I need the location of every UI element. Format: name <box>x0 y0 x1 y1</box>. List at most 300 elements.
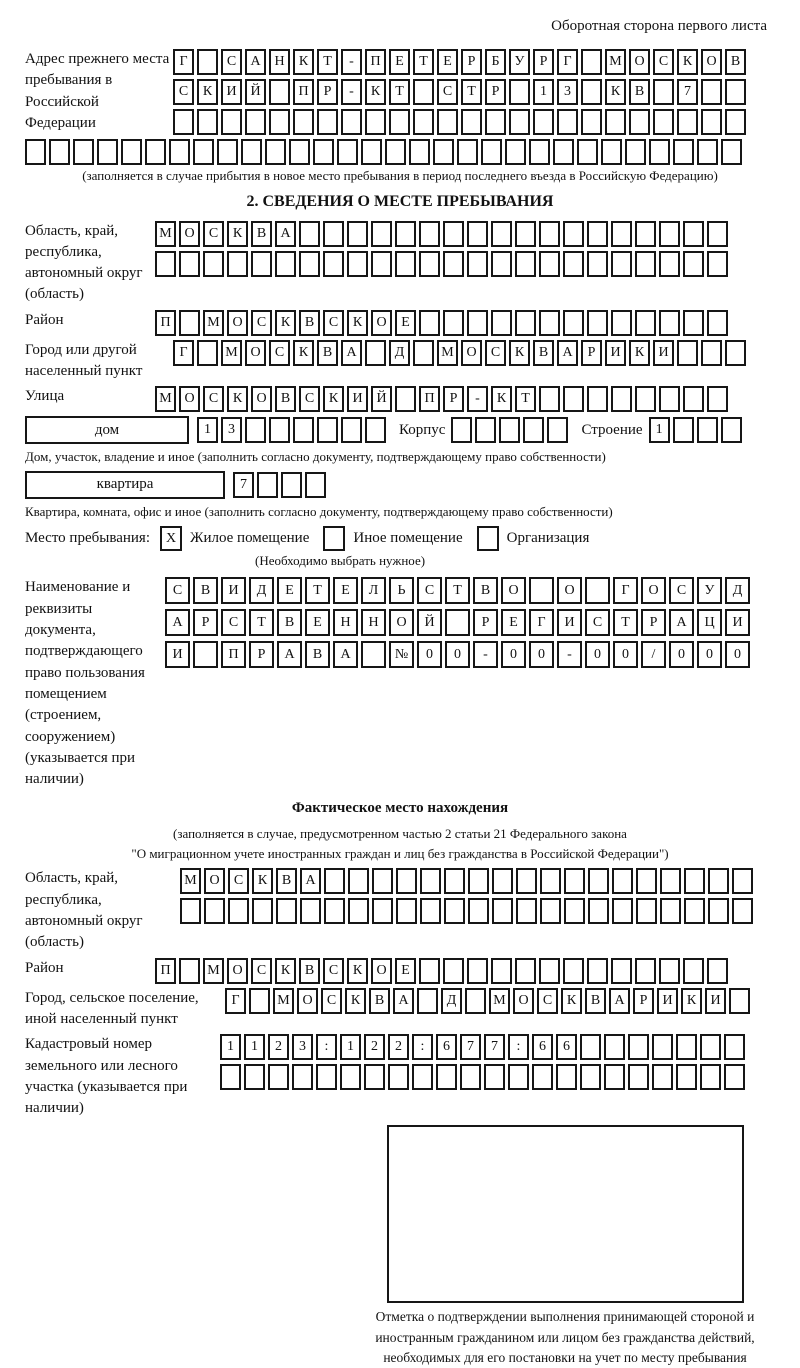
form-cell[interactable]: У <box>509 49 530 75</box>
form-cell[interactable] <box>557 109 578 135</box>
form-cell[interactable] <box>724 1034 745 1060</box>
form-cell[interactable]: С <box>203 386 224 412</box>
form-cell[interactable] <box>515 221 536 247</box>
form-cell[interactable]: 7 <box>460 1034 481 1060</box>
form-cell[interactable] <box>249 988 270 1014</box>
form-cell[interactable]: С <box>251 958 272 984</box>
form-cell[interactable]: И <box>725 609 750 636</box>
form-cell[interactable] <box>371 221 392 247</box>
form-cell[interactable]: И <box>557 609 582 636</box>
form-cell[interactable] <box>659 221 680 247</box>
form-cell[interactable]: 0 <box>501 641 526 668</box>
form-cell[interactable] <box>563 251 584 277</box>
form-cell[interactable]: А <box>393 988 414 1014</box>
form-cell[interactable]: К <box>323 386 344 412</box>
form-cell[interactable] <box>245 109 266 135</box>
form-cell[interactable] <box>563 386 584 412</box>
form-cell[interactable]: Р <box>317 79 338 105</box>
form-cell[interactable]: К <box>347 310 368 336</box>
form-cell[interactable]: И <box>705 988 726 1014</box>
form-cell[interactable] <box>492 868 513 894</box>
form-cell[interactable]: - <box>341 79 362 105</box>
form-cell[interactable] <box>673 417 694 443</box>
form-cell[interactable] <box>257 472 278 498</box>
form-cell[interactable] <box>347 221 368 247</box>
form-cell[interactable] <box>585 577 610 604</box>
form-cell[interactable]: О <box>227 310 248 336</box>
form-cell[interactable] <box>684 868 705 894</box>
form-cell[interactable] <box>395 251 416 277</box>
form-cell[interactable]: : <box>508 1034 529 1060</box>
form-cell[interactable] <box>659 310 680 336</box>
form-cell[interactable] <box>677 340 698 366</box>
form-cell[interactable]: Т <box>613 609 638 636</box>
form-cell[interactable]: К <box>509 340 530 366</box>
form-cell[interactable] <box>241 139 262 165</box>
form-cell[interactable]: Г <box>173 49 194 75</box>
form-cell[interactable] <box>652 1064 673 1090</box>
form-cell[interactable]: К <box>561 988 582 1014</box>
form-cell[interactable] <box>197 109 218 135</box>
form-cell[interactable]: В <box>585 988 606 1014</box>
form-cell[interactable] <box>443 310 464 336</box>
form-cell[interactable] <box>635 251 656 277</box>
form-cell[interactable] <box>611 386 632 412</box>
form-cell[interactable]: И <box>165 641 190 668</box>
form-cell[interactable]: И <box>221 79 242 105</box>
form-cell[interactable]: С <box>437 79 458 105</box>
form-cell[interactable] <box>73 139 94 165</box>
form-cell[interactable] <box>217 139 238 165</box>
form-cell[interactable] <box>588 868 609 894</box>
form-cell[interactable] <box>341 417 362 443</box>
form-cell[interactable]: В <box>473 577 498 604</box>
form-cell[interactable]: И <box>221 577 246 604</box>
form-cell[interactable]: Е <box>395 310 416 336</box>
form-cell[interactable]: О <box>513 988 534 1014</box>
form-cell[interactable]: С <box>165 577 190 604</box>
form-cell[interactable] <box>460 1064 481 1090</box>
form-cell[interactable] <box>252 898 273 924</box>
form-cell[interactable] <box>413 340 434 366</box>
form-cell[interactable] <box>289 139 310 165</box>
form-cell[interactable] <box>412 1064 433 1090</box>
form-cell[interactable]: : <box>316 1034 337 1060</box>
form-cell[interactable] <box>529 139 550 165</box>
form-cell[interactable] <box>604 1064 625 1090</box>
form-cell[interactable] <box>708 898 729 924</box>
form-cell[interactable]: К <box>293 49 314 75</box>
form-cell[interactable]: 2 <box>388 1034 409 1060</box>
form-cell[interactable] <box>563 958 584 984</box>
form-cell[interactable] <box>145 139 166 165</box>
form-cell[interactable] <box>409 139 430 165</box>
form-cell[interactable]: Д <box>441 988 462 1014</box>
form-cell[interactable] <box>451 417 472 443</box>
form-cell[interactable] <box>348 898 369 924</box>
form-cell[interactable]: 0 <box>417 641 442 668</box>
form-cell[interactable]: Г <box>557 49 578 75</box>
form-cell[interactable]: В <box>277 609 302 636</box>
form-cell[interactable]: Е <box>389 49 410 75</box>
form-cell[interactable] <box>721 417 742 443</box>
form-cell[interactable] <box>516 898 537 924</box>
form-cell[interactable]: В <box>299 958 320 984</box>
form-cell[interactable] <box>499 417 520 443</box>
form-cell[interactable]: И <box>347 386 368 412</box>
form-cell[interactable] <box>660 868 681 894</box>
form-cell[interactable]: - <box>341 49 362 75</box>
form-cell[interactable]: В <box>725 49 746 75</box>
form-cell[interactable] <box>556 1064 577 1090</box>
form-cell[interactable] <box>293 109 314 135</box>
form-cell[interactable]: Ь <box>389 577 414 604</box>
form-cell[interactable] <box>293 417 314 443</box>
form-cell[interactable]: В <box>533 340 554 366</box>
form-cell[interactable]: О <box>371 958 392 984</box>
form-cell[interactable] <box>364 1064 385 1090</box>
form-cell[interactable] <box>491 221 512 247</box>
form-cell[interactable] <box>443 251 464 277</box>
form-cell[interactable] <box>635 221 656 247</box>
form-cell[interactable]: 0 <box>669 641 694 668</box>
form-cell[interactable]: / <box>641 641 666 668</box>
form-cell[interactable]: В <box>275 386 296 412</box>
form-cell[interactable] <box>481 139 502 165</box>
form-cell[interactable]: М <box>155 386 176 412</box>
form-cell[interactable]: 0 <box>445 641 470 668</box>
form-cell[interactable]: С <box>653 49 674 75</box>
form-cell[interactable] <box>25 139 46 165</box>
form-cell[interactable]: Н <box>361 609 386 636</box>
form-cell[interactable] <box>515 310 536 336</box>
form-cell[interactable]: : <box>412 1034 433 1060</box>
form-cell[interactable]: И <box>605 340 626 366</box>
form-cell[interactable]: О <box>641 577 666 604</box>
form-cell[interactable] <box>676 1034 697 1060</box>
form-cell[interactable] <box>652 1034 673 1060</box>
form-cell[interactable]: М <box>605 49 626 75</box>
form-cell[interactable]: К <box>227 386 248 412</box>
form-cell[interactable] <box>323 251 344 277</box>
form-cell[interactable] <box>317 109 338 135</box>
form-cell[interactable] <box>732 898 753 924</box>
form-cell[interactable] <box>361 641 386 668</box>
form-cell[interactable] <box>417 988 438 1014</box>
form-cell[interactable] <box>324 868 345 894</box>
form-cell[interactable] <box>587 251 608 277</box>
form-cell[interactable]: К <box>345 988 366 1014</box>
form-cell[interactable]: К <box>275 958 296 984</box>
form-cell[interactable]: 3 <box>557 79 578 105</box>
form-cell[interactable] <box>580 1034 601 1060</box>
form-cell[interactable] <box>389 109 410 135</box>
form-cell[interactable]: К <box>677 49 698 75</box>
form-cell[interactable]: С <box>203 221 224 247</box>
form-cell[interactable] <box>305 472 326 498</box>
form-cell[interactable] <box>725 79 746 105</box>
form-cell[interactable] <box>581 49 602 75</box>
form-cell[interactable]: О <box>371 310 392 336</box>
form-cell[interactable]: У <box>697 577 722 604</box>
form-cell[interactable]: Р <box>485 79 506 105</box>
form-cell[interactable] <box>564 898 585 924</box>
form-cell[interactable]: Р <box>533 49 554 75</box>
form-cell[interactable] <box>193 139 214 165</box>
form-cell[interactable]: О <box>245 340 266 366</box>
form-cell[interactable] <box>275 251 296 277</box>
form-cell[interactable] <box>179 958 200 984</box>
form-cell[interactable] <box>443 221 464 247</box>
form-cell[interactable]: Р <box>641 609 666 636</box>
form-cell[interactable]: Р <box>443 386 464 412</box>
form-cell[interactable] <box>523 417 544 443</box>
stay-type-checkbox-other[interactable] <box>323 526 345 551</box>
form-cell[interactable] <box>228 898 249 924</box>
form-cell[interactable]: 1 <box>649 417 670 443</box>
form-cell[interactable]: К <box>605 79 626 105</box>
form-cell[interactable] <box>611 251 632 277</box>
form-cell[interactable]: 7 <box>233 472 254 498</box>
form-cell[interactable] <box>708 868 729 894</box>
form-cell[interactable]: С <box>251 310 272 336</box>
form-cell[interactable] <box>179 251 200 277</box>
form-cell[interactable] <box>396 868 417 894</box>
form-cell[interactable] <box>197 49 218 75</box>
form-cell[interactable]: - <box>473 641 498 668</box>
form-cell[interactable]: 6 <box>556 1034 577 1060</box>
form-cell[interactable] <box>700 1034 721 1060</box>
form-cell[interactable] <box>347 251 368 277</box>
form-cell[interactable] <box>729 988 750 1014</box>
form-cell[interactable] <box>203 251 224 277</box>
form-cell[interactable] <box>649 139 670 165</box>
form-cell[interactable]: Н <box>333 609 358 636</box>
form-cell[interactable]: Т <box>461 79 482 105</box>
form-cell[interactable] <box>461 109 482 135</box>
form-cell[interactable] <box>563 221 584 247</box>
form-cell[interactable] <box>724 1064 745 1090</box>
form-cell[interactable] <box>677 109 698 135</box>
form-cell[interactable] <box>443 958 464 984</box>
form-cell[interactable] <box>725 340 746 366</box>
form-cell[interactable]: М <box>155 221 176 247</box>
form-cell[interactable] <box>220 1064 241 1090</box>
form-cell[interactable] <box>697 139 718 165</box>
form-cell[interactable] <box>539 251 560 277</box>
form-cell[interactable] <box>683 310 704 336</box>
stay-type-checkbox-organization[interactable] <box>477 526 499 551</box>
form-cell[interactable] <box>539 221 560 247</box>
form-cell[interactable] <box>653 79 674 105</box>
form-cell[interactable] <box>516 868 537 894</box>
form-cell[interactable] <box>540 898 561 924</box>
form-cell[interactable] <box>269 417 290 443</box>
form-cell[interactable] <box>395 386 416 412</box>
form-cell[interactable]: 1 <box>244 1034 265 1060</box>
form-cell[interactable] <box>436 1064 457 1090</box>
form-cell[interactable]: Т <box>305 577 330 604</box>
form-cell[interactable] <box>577 139 598 165</box>
form-cell[interactable] <box>444 898 465 924</box>
form-cell[interactable]: С <box>299 386 320 412</box>
form-cell[interactable]: Н <box>269 49 290 75</box>
form-cell[interactable]: Д <box>725 577 750 604</box>
form-cell[interactable] <box>629 109 650 135</box>
form-cell[interactable] <box>475 417 496 443</box>
form-cell[interactable] <box>707 386 728 412</box>
form-cell[interactable]: С <box>321 988 342 1014</box>
form-cell[interactable] <box>515 958 536 984</box>
form-cell[interactable] <box>611 221 632 247</box>
form-cell[interactable] <box>635 958 656 984</box>
form-cell[interactable] <box>251 251 272 277</box>
form-cell[interactable] <box>492 898 513 924</box>
form-cell[interactable] <box>553 139 574 165</box>
form-cell[interactable]: К <box>197 79 218 105</box>
form-cell[interactable] <box>547 417 568 443</box>
form-cell[interactable] <box>721 139 742 165</box>
form-cell[interactable] <box>660 898 681 924</box>
form-cell[interactable]: - <box>557 641 582 668</box>
form-cell[interactable] <box>372 898 393 924</box>
form-cell[interactable] <box>491 958 512 984</box>
form-cell[interactable]: А <box>277 641 302 668</box>
form-cell[interactable]: С <box>417 577 442 604</box>
form-cell[interactable] <box>299 221 320 247</box>
form-cell[interactable]: Д <box>249 577 274 604</box>
form-cell[interactable]: С <box>585 609 610 636</box>
form-cell[interactable] <box>673 139 694 165</box>
form-cell[interactable]: В <box>251 221 272 247</box>
form-cell[interactable] <box>444 868 465 894</box>
form-cell[interactable]: В <box>305 641 330 668</box>
form-cell[interactable]: К <box>252 868 273 894</box>
form-cell[interactable]: 6 <box>532 1034 553 1060</box>
form-cell[interactable] <box>509 79 530 105</box>
form-cell[interactable]: С <box>537 988 558 1014</box>
form-cell[interactable]: О <box>297 988 318 1014</box>
form-cell[interactable] <box>625 139 646 165</box>
form-cell[interactable] <box>268 1064 289 1090</box>
form-cell[interactable]: Л <box>361 577 386 604</box>
form-cell[interactable]: О <box>204 868 225 894</box>
form-cell[interactable] <box>587 310 608 336</box>
form-cell[interactable]: Д <box>389 340 410 366</box>
form-cell[interactable] <box>292 1064 313 1090</box>
form-cell[interactable] <box>563 310 584 336</box>
form-cell[interactable] <box>707 221 728 247</box>
form-cell[interactable]: В <box>369 988 390 1014</box>
form-cell[interactable]: В <box>629 79 650 105</box>
form-cell[interactable] <box>515 251 536 277</box>
form-cell[interactable] <box>169 139 190 165</box>
form-cell[interactable] <box>491 251 512 277</box>
form-cell[interactable] <box>587 221 608 247</box>
form-cell[interactable]: 7 <box>677 79 698 105</box>
form-cell[interactable]: 0 <box>585 641 610 668</box>
form-cell[interactable] <box>580 1064 601 1090</box>
form-cell[interactable]: Ц <box>697 609 722 636</box>
form-cell[interactable]: 3 <box>221 417 242 443</box>
form-cell[interactable]: М <box>180 868 201 894</box>
form-cell[interactable]: Й <box>417 609 442 636</box>
form-cell[interactable]: № <box>389 641 414 668</box>
form-cell[interactable] <box>269 109 290 135</box>
form-cell[interactable]: 0 <box>725 641 750 668</box>
form-cell[interactable] <box>227 251 248 277</box>
form-cell[interactable]: Г <box>529 609 554 636</box>
form-cell[interactable] <box>508 1064 529 1090</box>
form-cell[interactable] <box>581 79 602 105</box>
form-cell[interactable] <box>395 221 416 247</box>
form-cell[interactable] <box>419 958 440 984</box>
form-cell[interactable]: Р <box>633 988 654 1014</box>
form-cell[interactable]: О <box>251 386 272 412</box>
form-cell[interactable] <box>581 109 602 135</box>
form-cell[interactable]: О <box>461 340 482 366</box>
form-cell[interactable]: О <box>179 386 200 412</box>
form-cell[interactable]: В <box>193 577 218 604</box>
form-cell[interactable]: С <box>669 577 694 604</box>
form-cell[interactable] <box>419 251 440 277</box>
form-cell[interactable]: А <box>609 988 630 1014</box>
form-cell[interactable] <box>193 641 218 668</box>
form-cell[interactable] <box>701 340 722 366</box>
form-cell[interactable] <box>465 988 486 1014</box>
form-cell[interactable] <box>445 609 470 636</box>
form-cell[interactable]: М <box>437 340 458 366</box>
form-cell[interactable] <box>385 139 406 165</box>
form-cell[interactable]: Р <box>461 49 482 75</box>
form-cell[interactable]: О <box>629 49 650 75</box>
form-cell[interactable] <box>419 221 440 247</box>
form-cell[interactable]: М <box>203 958 224 984</box>
form-cell[interactable]: Р <box>581 340 602 366</box>
form-cell[interactable] <box>396 898 417 924</box>
form-cell[interactable]: К <box>365 79 386 105</box>
form-cell[interactable]: 6 <box>436 1034 457 1060</box>
form-cell[interactable]: М <box>489 988 510 1014</box>
form-cell[interactable]: О <box>557 577 582 604</box>
form-cell[interactable]: Т <box>445 577 470 604</box>
form-cell[interactable] <box>348 868 369 894</box>
form-cell[interactable]: И <box>657 988 678 1014</box>
form-cell[interactable] <box>532 1064 553 1090</box>
form-cell[interactable] <box>540 868 561 894</box>
form-cell[interactable]: Б <box>485 49 506 75</box>
form-cell[interactable] <box>683 251 704 277</box>
form-cell[interactable]: Т <box>515 386 536 412</box>
form-cell[interactable] <box>612 868 633 894</box>
form-cell[interactable] <box>467 958 488 984</box>
form-cell[interactable] <box>683 221 704 247</box>
form-cell[interactable] <box>317 417 338 443</box>
form-cell[interactable] <box>564 868 585 894</box>
form-cell[interactable] <box>269 79 290 105</box>
form-cell[interactable]: К <box>293 340 314 366</box>
form-cell[interactable] <box>587 958 608 984</box>
form-cell[interactable] <box>324 898 345 924</box>
form-cell[interactable]: С <box>323 310 344 336</box>
form-cell[interactable] <box>420 898 441 924</box>
form-cell[interactable] <box>316 1064 337 1090</box>
form-cell[interactable]: П <box>155 310 176 336</box>
form-cell[interactable] <box>372 868 393 894</box>
form-cell[interactable]: 1 <box>340 1034 361 1060</box>
form-cell[interactable] <box>509 109 530 135</box>
form-cell[interactable] <box>300 898 321 924</box>
